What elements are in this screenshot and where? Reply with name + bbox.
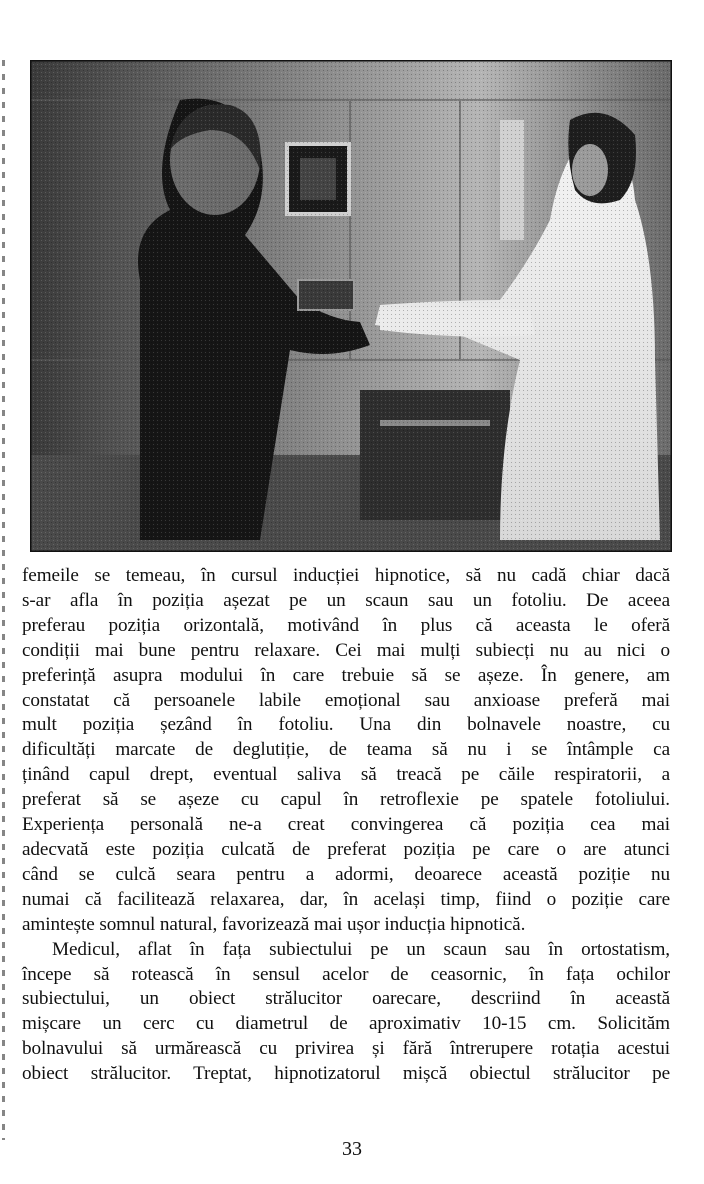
text-line: bolnavului să urmărească cu privirea și fără întrerupere rotația acestui — [22, 1038, 670, 1060]
text-line: subiectului, un obiect strălucitor oarecare, descriind în această — [22, 988, 670, 1010]
text-line: începe să rotească în sensul acelor de ceasornic, în fața ochilor — [22, 963, 670, 985]
text-line: mult poziția șezând în fotoliu. Una din bolnavele noastre, cu — [22, 714, 670, 736]
text-line: constatat că persoanele labile emoțional sau anxioase preferă mai — [22, 689, 670, 711]
paragraph-1 — [22, 564, 670, 938]
page-number: 33 — [342, 1138, 362, 1160]
photograph — [30, 60, 672, 552]
text-line: Experiența personală ne-a creat convingerea că poziția cea mai — [22, 814, 670, 836]
photograph-illustration — [30, 60, 672, 552]
text-line: preferau poziția orizontală, motivând în plus că aceasta le oferă — [22, 614, 670, 636]
text-line: adecvată este poziția culcată de preferat poziția pe care o are atunci — [22, 838, 670, 860]
text-line: condiții mai bune pentru relaxare. Cei mai mulți subiecți nu au nici o — [22, 639, 670, 661]
text-line: Medicul, aflat în fața subiectului pe un scaun sau în ortostatism, — [52, 938, 670, 960]
text-line: amintește somnul natural, favorizează mai ușor inducția hipnotică. — [22, 913, 526, 935]
text-line: numai că facilitează relaxarea, dar, în același timp, fiind o poziție care — [22, 888, 670, 910]
text-line: s-ar afla în poziția așezat pe un scaun sau un fotoliu. De aceea — [22, 589, 670, 611]
binding-edge — [2, 60, 5, 1140]
text-line: când se culcă seara pentru a adormi, deoarece această poziție nu — [22, 863, 670, 885]
text-line: mișcare un cerc cu diametrul de aproximativ 10-15 cm. Solicităm — [22, 1013, 670, 1035]
text-line: femeile se temeau, în cursul inducției hipnotice, să nu cadă chiar dacă — [22, 565, 670, 586]
text-line: dificultăți marcate de deglutiție, de teama să nu i se întâmple ca — [22, 739, 670, 761]
text-line: preferat să se așeze cu capul în retroflexie pe spatele fotoliului. — [22, 789, 670, 811]
text-line: ținând capul drept, eventual saliva să treacă pe căile respiratorii, a — [22, 764, 670, 786]
body-text — [22, 564, 670, 1087]
text-line: preferință asupra modului în care trebuie să se așeze. În genere, am — [22, 664, 670, 686]
paragraph-2 — [22, 938, 670, 1087]
text-line: obiect strălucitor. Treptat, hipnotizatorul mișcă obiectul strălucitor pe — [22, 1063, 670, 1085]
